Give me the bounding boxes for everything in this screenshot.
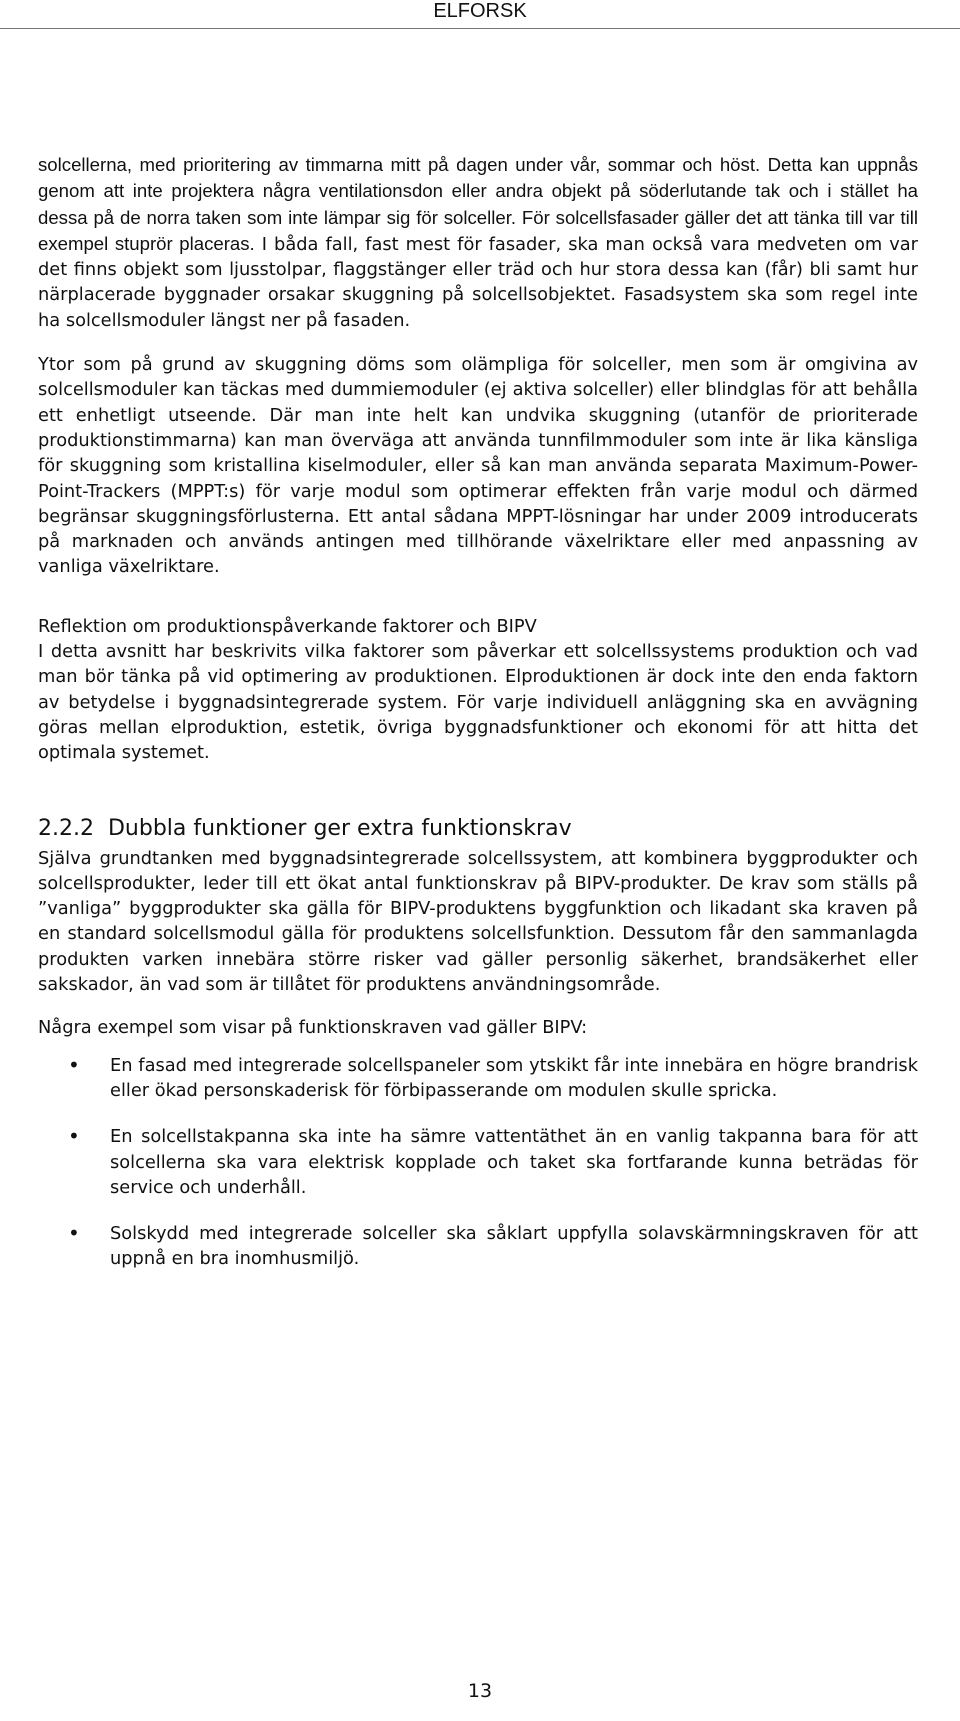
paragraph-dual-functions: Själva grundtanken med byggnadsintegrerade solcellssystem, att kombinera byggprodukter och solcellsprodukter, leder till ett ökat antal funktionskrav på BIPV-produkter. De krav som ställs på ”vanliga” byggprodukter ska gälla för BIPV-produktens byggfunktion och likadant ska kraven på en standard solcellsmodul gälla för produktens solcellsfunktion. Dessutom får den sammanlagda produkten varken innebära större risker vad gäller personlig säkerhet, brandsäkerhet eller sakskador, än vad som är tillåtet för produktens användningsområde. bbox=[38, 847, 918, 996]
section-number: 2.2.2 bbox=[38, 815, 94, 841]
list-item bbox=[38, 1053, 918, 1104]
paragraph-sans-part: solcellerna, med prioritering av timmarna mitt på dagen under vår, sommar och höst. Detta kan uppnås genom att inte projektera några ventilationsdon eller andra objekt på söderlutande tak och i stället ha dessa på de norra taken som inte lämpar sig för solceller. För solcellsfasader gäller det att tänka till var till exempel stuprör placeras. bbox=[38, 154, 918, 254]
page-number: 13 bbox=[467, 1680, 493, 1702]
paragraph-examples-intro: Några exempel som visar på funktionskraven vad gäller BIPV: bbox=[38, 1017, 588, 1039]
reflection-subheading: Reflektion om produktionspåverkande faktorer och BIPV bbox=[38, 615, 537, 637]
section-heading bbox=[38, 814, 918, 844]
paragraph-verdana-part: I båda fall, fast mest för fasader, ska man också vara medveten om var det finns objekt som ljusstolpar, flaggstänger eller träd och hur stora dessa kan (får) bli samt hur närplacerade byggnader orsakar skuggning på solcellsobjektet. Fasadsystem ska som regel inte ha solcellsmoduler längst ner på fasaden. bbox=[38, 233, 918, 331]
list-item-text: En solcellstakpanna ska inte ha sämre vattentäthet än en vanlig takpanna bara för att solcellerna ska vara elektrisk kopplade och taket ska fortfarande kunna beträdas för service och underhåll. bbox=[110, 1126, 918, 1198]
list-item-text: Solskydd med integrerade solceller ska såklart uppfylla solavskärmningskraven för att uppnå en bra inomhusmiljö. bbox=[110, 1223, 918, 1270]
section-title: Dubbla funktioner ger extra funktionskrav bbox=[107, 815, 572, 841]
bullet-icon: • bbox=[68, 1052, 80, 1077]
page-header bbox=[0, 0, 960, 29]
bullet-icon: • bbox=[68, 1221, 80, 1246]
list-item bbox=[38, 1221, 918, 1272]
examples-list bbox=[38, 1053, 918, 1272]
list-item-text: En fasad med integrerade solcellspaneler som ytskikt får inte innebära en högre brandrisk eller ökad personskaderisk för förbipasserande om modulen skulle spricka. bbox=[110, 1054, 918, 1101]
bullet-icon: • bbox=[68, 1124, 80, 1149]
document-body bbox=[38, 152, 918, 1293]
paragraph-reflection: I detta avsnitt har beskrivits vilka faktorer som påverkar ett solcellssystems produktion och vad man bör tänka på vid optimering av produktionen. Elproduktionen är dock inte den enda faktorn av betydelse i byggnadsintegrerade system. För varje individuell anläggning ska en avvägning göras mellan elproduktion, estetik, övriga byggnadsfunktioner och ekonomi för att hitta det optimala systemet. bbox=[38, 641, 918, 764]
reflection-block bbox=[38, 614, 918, 766]
list-item bbox=[38, 1124, 918, 1200]
paragraph-shaded-surfaces: Ytor som på grund av skuggning döms som olämpliga för solceller, men som är omgivina av solcellsmoduler kan täckas med dummiemoduler (ej aktiva solceller) eller blindglas för att behålla ett enhetligt utseende. Där man inte helt kan undvika skuggning (utanför de prioriterade produktionstimmarna) kan man överväga att använda tunnfilmmoduler som inte är lika känsliga för skuggning som kristallina kiselmoduler, eller så kan man använda separata Maximum-Power-Point-Trackers (MPPT:s) för varje modul som optimerar effekten från varje modul och därmed begränsar skuggningsförlusterna. Ett antal sådana MPPT-lösningar har under 2009 introducerats på marknaden och används antingen med tillhörande växelriktare eller med anpassning av vanliga växelriktare. bbox=[38, 354, 918, 578]
header-title: ELFORSK bbox=[433, 0, 527, 22]
paragraph-shading-placement bbox=[38, 152, 918, 333]
